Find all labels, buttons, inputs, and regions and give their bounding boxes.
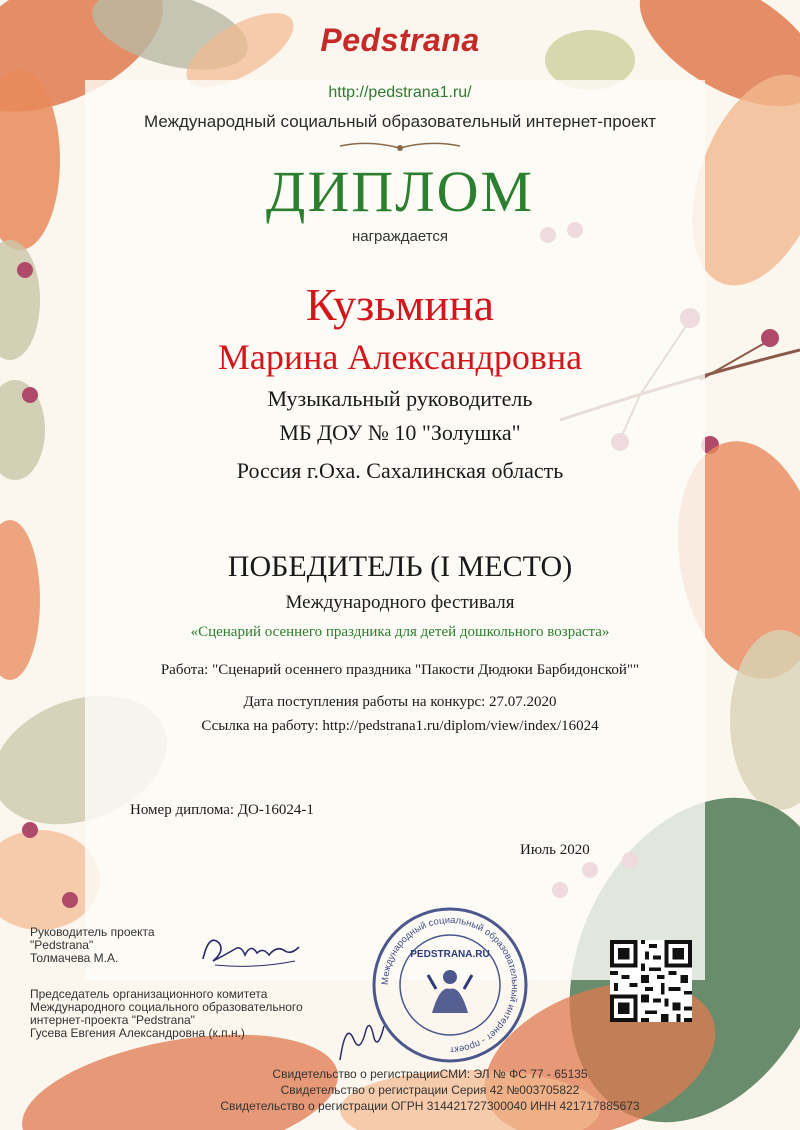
seal-ring-text: Международный социальный образовательный интернет - проект: [379, 914, 521, 1056]
event-theme: «Сценарий осеннего праздника для детей дошкольного возраста»: [190, 624, 610, 640]
registration-line: Свидетельство о регистрации ОГРН 314421727300040 ИНН 421717885673: [220, 1099, 640, 1113]
recipient-given-names: Марина Александровна: [217, 337, 583, 377]
svg-text:Международный социальный образ: [380, 915, 520, 1055]
organization-seal: [370, 905, 530, 1065]
site-url: http://pedstrana1.ru/: [328, 84, 472, 101]
chair-line: интернет-проекта "Pedstrana": [30, 1013, 195, 1027]
award-title: ПОБЕДИТЕЛЬ (I МЕСТО): [227, 550, 573, 583]
work-title: Работа: "Сценарий осеннего праздника "Пакости Дюдюки Барбидонской"": [160, 662, 640, 678]
qr-code: [610, 940, 692, 1022]
leader-signature: [195, 925, 305, 975]
chair-line: Международного социального образовательного: [30, 1000, 303, 1014]
awarded-label: награждается: [351, 228, 449, 245]
seal-brand-text: PEDSTRANA.RU: [410, 949, 490, 960]
project-subtitle: Международный социальный образовательный интернет-проект: [143, 112, 657, 131]
leader-line: Толмачева М.А.: [30, 951, 119, 965]
leader-line: Руководитель проекта: [30, 925, 155, 939]
issue-month: Июль 2020: [520, 842, 590, 858]
registration-line: Свидетельство о регистрации Серия 42 №003705822: [280, 1083, 580, 1097]
submission-date: Дата поступления работы на конкурс: 27.07.2020: [243, 694, 557, 710]
diploma-title: ДИПЛОМ: [265, 159, 535, 224]
event-name: Международного фестиваля: [285, 592, 515, 613]
leader-line: "Pedstrana": [30, 938, 94, 952]
project-leader-block: [30, 926, 155, 965]
chair-line: Председатель организационного комитета: [30, 987, 268, 1001]
recipient-surname: Кузьмина: [305, 279, 495, 330]
recipient-position: Музыкальный руководитель: [267, 386, 533, 411]
brand-logo: Pedstrana: [320, 22, 480, 58]
recipient-organization: МБ ДОУ № 10 "Золушка": [279, 420, 521, 445]
registration-line: Свидетельство о регистрацииСМИ: ЭЛ № ФС 77 - 65135: [272, 1067, 588, 1081]
work-link: Ссылка на работу: http://pedstrana1.ru/diplom/view/index/16024: [201, 718, 599, 734]
diploma-number: Номер диплома: ДО-16024-1: [130, 802, 314, 818]
committee-chair-block: [30, 988, 303, 1040]
chair-line: Гусева Евгения Александровна (к.п.н.): [30, 1026, 245, 1040]
recipient-region: Россия г.Оха. Сахалинская область: [236, 458, 564, 483]
